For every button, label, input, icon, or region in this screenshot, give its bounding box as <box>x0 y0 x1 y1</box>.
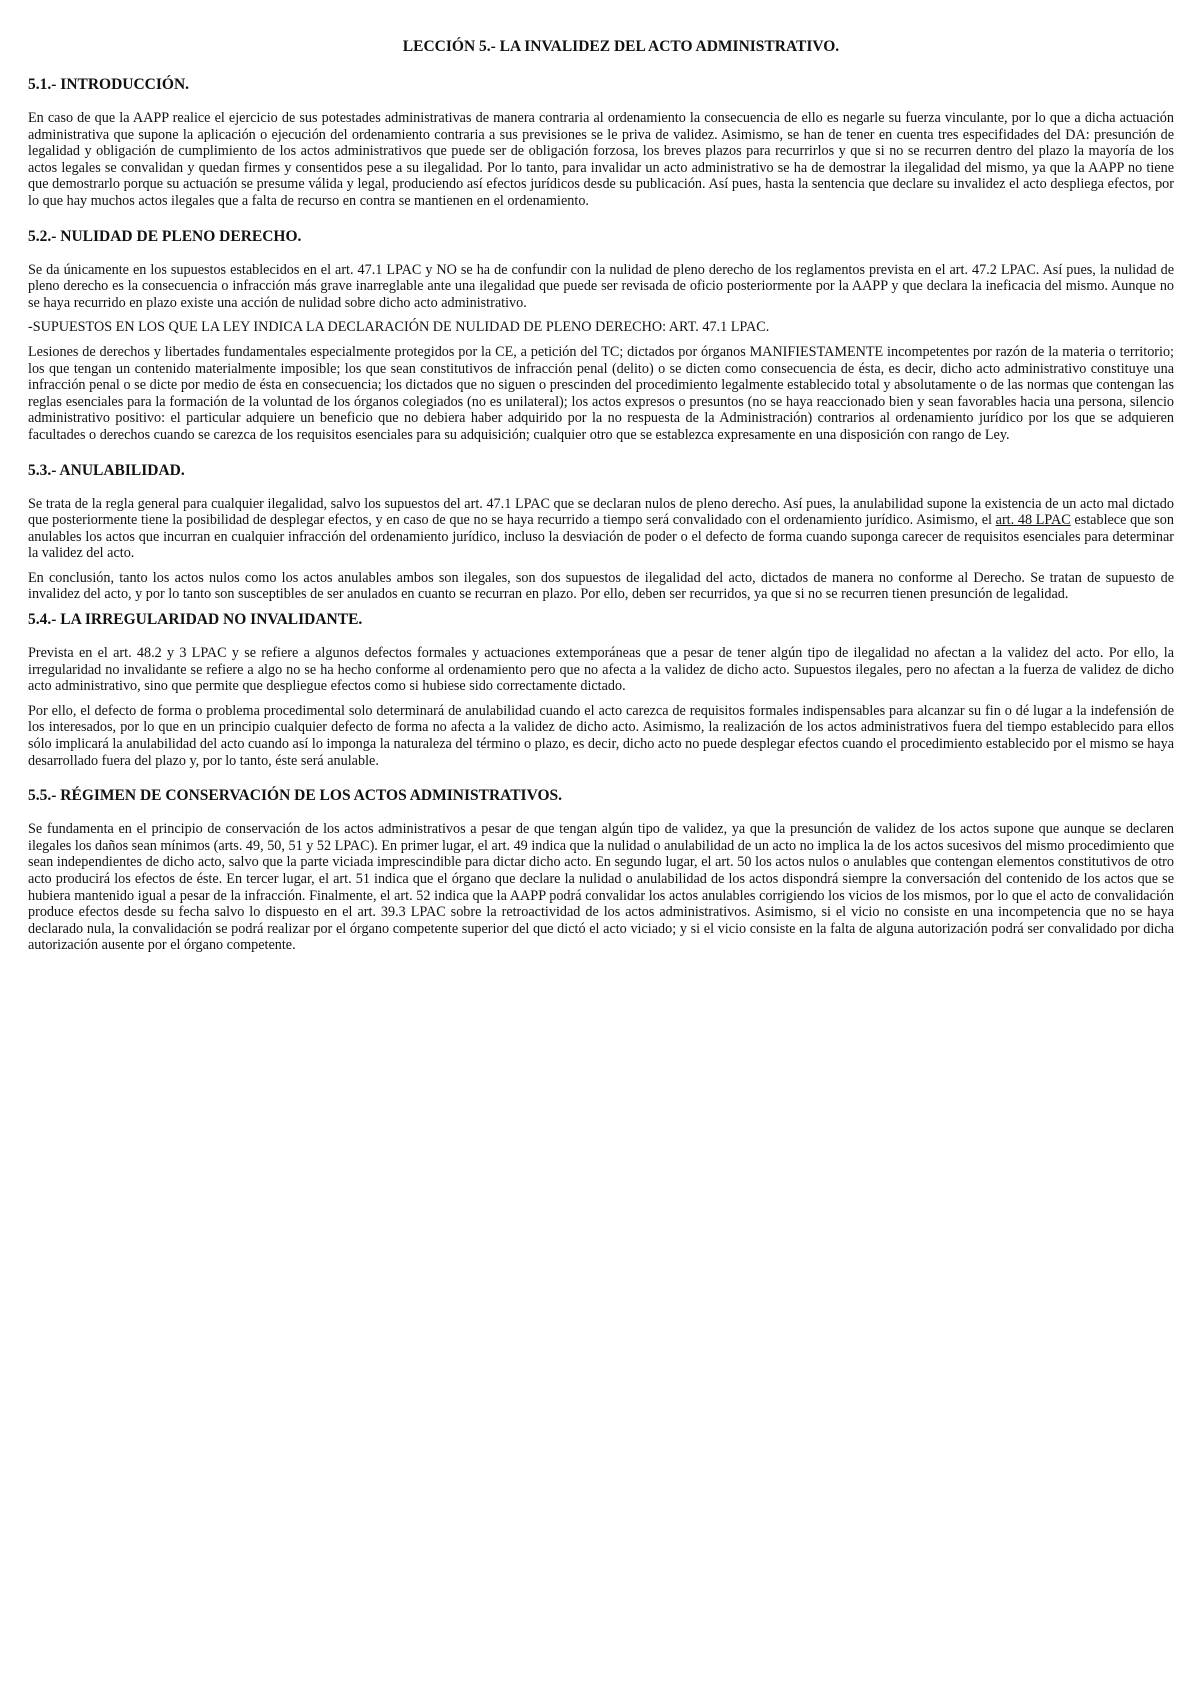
section-heading: 5.1.- INTRODUCCIÓN. <box>28 76 190 93</box>
paragraph-text: establece que son anulables los actos que incurran en cualquier infracción del ordenamiento jurídico, incluso la desviación de poder o el defecto de forma cuando suponga carecer de requisitos esenciales para determinar la validez del acto. <box>28 512 1174 562</box>
section-anulabilidad <box>28 462 1174 604</box>
paragraph: -SUPUESTOS EN LOS QUE LA LEY INDICA LA DECLARACIÓN DE NULIDAD DE PLENO DERECHO: ART. 47.1 LPAC. <box>28 319 770 336</box>
paragraph: Lesiones de derechos y libertades fundamentales especialmente protegidos por la CE, a petición del TC; dictados por órganos MANIFIESTAMENTE incompetentes por razón de la materia o territorio; los que tengan un contenido materialmente imposible; los que sean constitutivos de infracción penal (delito) o se dicten como consecuencia de ésta, es decir, dicho acto administrativo constituye una infracción penal o se dicte por medio de ésta en consecuencia; los dictados que no siguen o prescinden del procedimiento legalmente establecido total y absolutamente o de las normas que contengan las reglas esenciales para la formación de la voluntad de los órganos colegiados (no es unilateral); los actos expresos o presuntos (no se haya reaccionado bien y sean favorables hacia una persona, silencio administrativo positivo: el particular adquiere un beneficio que no debiera haber adquirido por la no respuesta de la Administración) contrarios al ordenamiento jurídico por los que se adquieren facultades o derechos cuando se carezca de los requisitos esenciales para su adquisición; cualquier otro que se establezca expresamente en una disposición con rango de Ley. <box>28 343 1174 443</box>
paragraph: Se fundamenta en el principio de conservación de los actos administrativos a pesar de que tengan algún tipo de validez, ya que la presunción de validez de los actos supone que aunque se declaren ilegales los daños sean mínimos (arts. 49, 50, 51 y 52 LPAC). En primer lugar, el art. 49 indica que la nulidad o anulabilidad de un acto no implica la de los actos sucesivos del mismo procedimiento que sean independientes de dicho acto, salvo que la parte viciada imprescindible para dictar dicho acto. En segundo lugar, el art. 50 los actos nulos o anulables que contengan elementos constitutivos de otro acto producirá los efectos de éste. En tercer lugar, el art. 51 indica que el órgano que declare la nulidad o anulabilidad de los actos dispondrá siempre la conversación del contenido de los actos que se hubiera mantenido igual a pesar de la infracción. Finalmente, el art. 52 indica que la AAPP podrá convalidar los actos anulables corrigiendo los vicios de los mismos, por lo que el acto de convalidación produce efectos desde su fecha salvo lo dispuesto en el art. 39.3 LPAC sobre la retroactividad de los actos administrativos. Asimismo, si el vicio no consiste en una incompetencia que no se haya declarado nula, la convalidación se podrá realizar por el órgano competente superior del que dictó el acto viciado; y si el vicio consiste en la falta de alguna autorización podrá ser convalidado por dicha autorización ausente por el órgano competente. <box>28 821 1174 954</box>
section-heading: 5.5.- RÉGIMEN DE CONSERVACIÓN DE LOS ACTOS ADMINISTRATIVOS. <box>28 787 563 805</box>
article-link[interactable]: art. 48 LPAC <box>995 512 1071 529</box>
paragraph <box>28 496 1174 562</box>
section-heading: 5.4.- LA IRREGULARIDAD NO INVALIDANTE. <box>28 611 363 629</box>
document-page <box>28 38 1174 962</box>
section-introduccion <box>28 76 1174 210</box>
section-heading: 5.2.- NULIDAD DE PLENO DERECHO. <box>28 227 302 245</box>
document-title: LECCIÓN 5.- LA INVALIDEZ DEL ACTO ADMINISTRATIVO. <box>402 38 840 55</box>
paragraph: Por ello, el defecto de forma o problema procedimental solo determinará de anulabilidad cuando el acto carezca de requisitos formales indispensables para alcanzar su fin o dé lugar a la indefensión de los interesados, por lo que en un principio cualquier defecto de forma no afecta a la validez de dicho acto. Asimismo, la realización de los actos administrativos fuera del tiempo establecido para ellos sólo implicará la anulabilidad del acto cuando así lo imponga la naturaleza del término o plazo, es decir, dicho acto no puede desplegar efectos cuando el procedimiento establecido por el mismo se haya desarrollado fuera del plazo y, por lo tanto, éste será anulable. <box>28 702 1174 769</box>
paragraph: Prevista en el art. 48.2 y 3 LPAC y se refiere a algunos defectos formales y actuaciones extemporáneas que a pesar de tener algún tipo de ilegalidad no afectan a la validez del acto. Por ello, la irregularidad no invalidante se refiere a algo no se ha hecho conforme al ordenamiento pero que no afecta a la validez de dicho acto. Supuestos ilegales, pero no afectan a la fuerza de validez de dicho acto administrativo, sino que permite que despliegue efectos como si hubiese sido correctamente dictado. <box>28 645 1174 695</box>
paragraph: En conclusión, tanto los actos nulos como los actos anulables ambos son ilegales, son dos supuestos de ilegalidad del acto, dictados de manera no conforme al Derecho. Se tratan de supuesto de invalidez del acto, y por lo tanto son susceptibles de ser anulados en cuanto se recurran en plazo. Por ello, deben ser recurridos, ya que si no se recurren tienen presunción de legalidad. <box>28 569 1174 603</box>
section-nulidad-pleno-derecho <box>28 228 1174 444</box>
paragraph: Se da únicamente en los supuestos establecidos en el art. 47.1 LPAC y NO se ha de confundir con la nulidad de pleno derecho de los reglamentos prevista en el art. 47.2 LPAC. Así pues, la nulidad de pleno derecho es la consecuencia o infracción más grave inarreglable ante una ilegalidad que puede ser revisada de oficio posteriormente por la AAPP y que declara la ineficacia del mismo. Aunque no se haya recurrido en plazo existe una acción de nulidad sobre dicho acto administrativo. <box>28 261 1174 311</box>
section-regimen-conservacion <box>28 787 1174 954</box>
section-heading: 5.3.- ANULABILIDAD. <box>28 461 185 479</box>
section-irregularidad-no-invalidante <box>28 611 1174 769</box>
paragraph: En caso de que la AAPP realice el ejercicio de sus potestades administrativas de manera contraria al ordenamiento la consecuencia de ello es negarle su fuerza vinculante, por lo que a dicha actuación administrativa que supone la aplicación o ejecución del ordenamiento contraria a sus previsiones se le priva de validez. Asimismo, se han de tener en cuenta tres especifidades del DA: presunción de legalidad y obligación de cumplimiento de los actos administrativos que puede ser de obligación forzosa, los breves plazos para recurrirlos y que si no se recurren dentro del plazo la mayoría de los actos legales se convalidan y quedan firmes y consentidos pese a su ilegalidad. Por lo tanto, para invalidar un acto administrativo se ha de demostrar la ilegalidad del mismo, ya que la AAPP no tiene que demostrarlo porque su actuación se presume válida y legal, produciendo así efectos jurídicos desde su publicación. Así pues, hasta la sentencia que declare su invalidez el acto despliega efectos, por lo que hay muchos actos ilegales que a falta de recurso en contra se mantienen en el ordenamiento. <box>28 110 1174 209</box>
paragraph-text: Se trata de la regla general para cualquier ilegalidad, salvo los supuestos del art. 47.1 LPAC que se declaran nulos de pleno derecho. Así pues, la anulabilidad supone la existencia de un acto mal dictado que posteriormente tiene la posibilidad de desplegar efectos, y en caso de que no se haya recurrido a tiempo será convalidado con el ordenamiento jurídico. Asimismo, el <box>28 495 1174 529</box>
